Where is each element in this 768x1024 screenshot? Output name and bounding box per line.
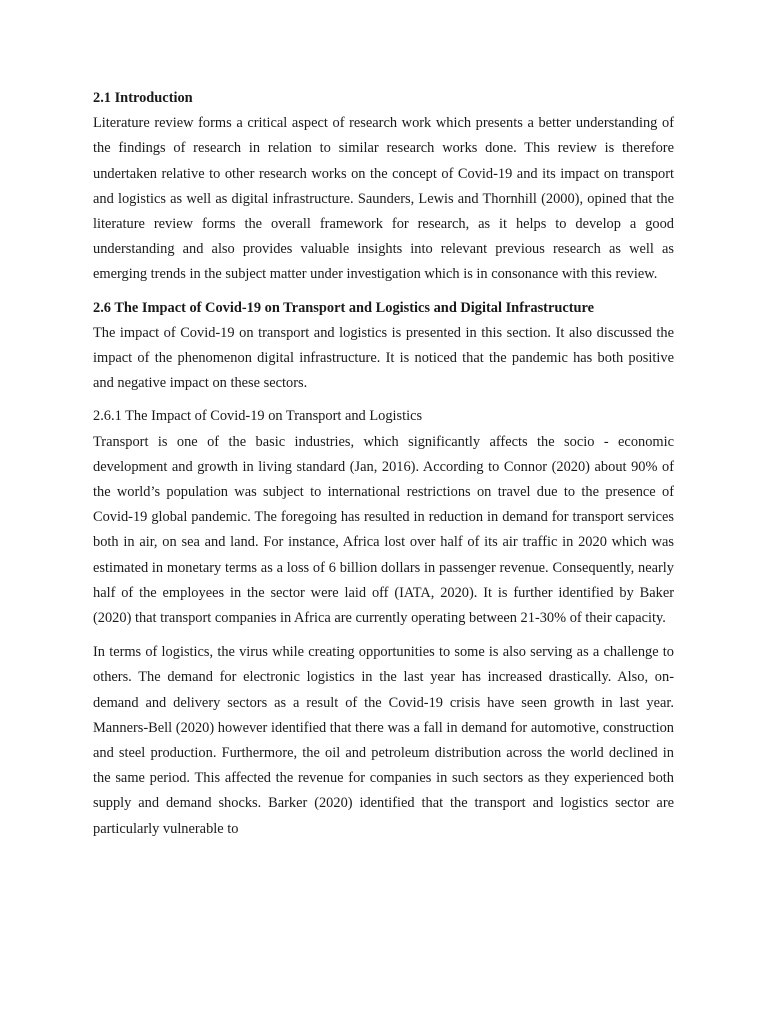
subsection-heading-transport-logistics: 2.6.1 The Impact of Covid-19 on Transport and Logistics — [93, 408, 423, 425]
paragraph-spacer — [93, 396, 674, 404]
logistics-paragraph: In terms of logistics, the virus while creating opportunities to some is also serving as a challenge to others. The demand for electronic logistics in the last year has increased drastically. Also, on-demand and delivery sectors as a result of the Covid-19 crisis have seen growth in last year. Manners-Bell (2020) however identified that there was a fall in demand for automotive, construction and steel production. Furthermore, the oil and petroleum distribution across the world declined in the same period. This affected the revenue for companies in such sectors as they experienced both supply and demand shocks. Barker (2020) identified that the transport and logistics sector are particularly vulnerable to — [93, 644, 674, 837]
section-heading-impact: 2.6 The Impact of Covid-19 on Transport and Logistics and Digital Infrastructure — [93, 299, 595, 316]
introduction-paragraph: Literature review forms a critical aspect of research work which presents a better understanding of the findings of research in relation to similar research works done. This review is therefore undertaken relative to other research works on the concept of Covid-19 and its impact on transport and logistics as well as digital infrastructure. Saunders, Lewis and Thornhill (2000), opined that the literature review forms the overall framework for research, as it helps to develop a good understanding and also provides valuable insights into relevant previous research as well as emerging trends in the subject matter under investigation which is in consonance with this review. — [93, 115, 674, 283]
transport-paragraph: Transport is one of the basic industries, which significantly affects the socio - economic development and growth in living standard (Jan, 2016). According to Connor (2020) about 90% of the world’s population was subject to international restrictions on travel due to the presence of Covid-19 global pandemic. The foregoing has resulted in reduction in demand for transport services both in air, on sea and land. For instance, Africa lost over half of its air traffic in 2020 which was estimated in monetary terms as a loss of 6 billion dollars in passenger revenue. Consequently, nearly half of the employees in the sector were laid off (IATA, 2020). It is further identified by Baker (2020) that transport companies in Africa are currently operating between 21-30% of their capacity. — [93, 433, 674, 627]
paragraph-spacer — [93, 631, 674, 640]
impact-paragraph: The impact of Covid-19 on transport and logistics is presented in this section. It also discussed the impact of the phenomenon digital infrastructure. It is noticed that the pandemic has both positive and negative impact on these sectors. — [93, 324, 674, 392]
section-heading-introduction: 2.1 Introduction — [93, 90, 193, 106]
document-page — [93, 86, 674, 842]
paragraph-spacer — [93, 288, 674, 296]
